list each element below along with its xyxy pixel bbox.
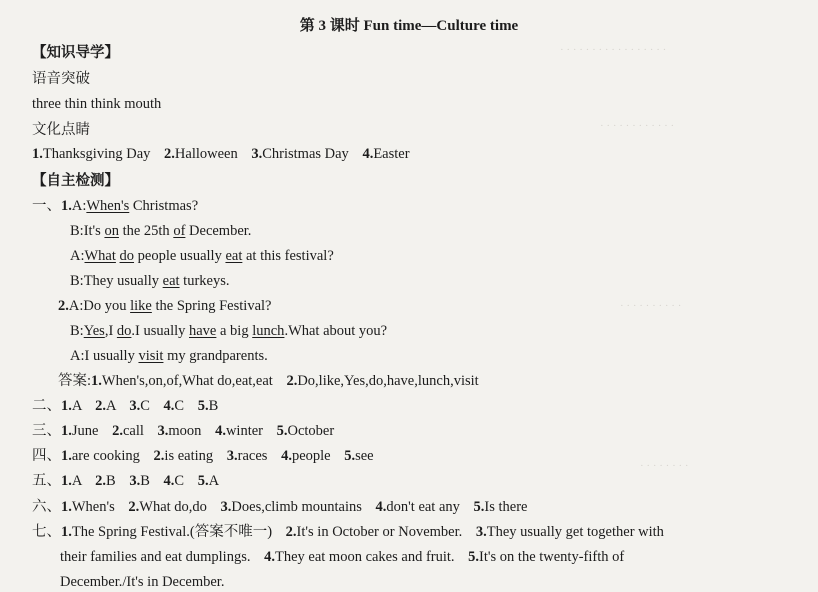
section-heading-check: 【自主检测】 [32,173,119,189]
s1-line-4: B:They usually eat turkeys. [70,273,230,289]
section-heading-guide: 【知识导学】 [32,45,119,61]
bleed-through-text: · · · · · · · · · · · · [600,120,675,132]
culture-items: 1.Thanksgiving Day 2.Halloween 3.Christmas Day 4.Easter [32,146,410,162]
bleed-through-text: · · · · · · · · [640,460,689,472]
page-title: 第 3 课时 Fun time—Culture time [299,18,519,34]
s6-answers: 六、1.When's 2.What do,do 3.Does,climb mountains 4.don't eat any 5.Is there [32,499,528,515]
s2-answers: 二、1.A 2.A 3.C 4.C 5.B [32,398,219,414]
s7-line-3: December./It's in December. [60,574,225,590]
culture-heading: 文化点睛 [32,122,90,138]
s7-line-1: 七、1.The Spring Festival.(答案不唯一) 2.It's in October or November. 3.They usually get together with [32,524,664,540]
s1-line-6: B:Yes,I do.I usually have a big lunch.What about you? [70,323,388,339]
phonics-heading: 语音突破 [32,71,90,87]
bleed-through-text: · · · · · · · · · · · · · · · · · [560,44,667,56]
s3-answers: 三、1.June 2.call 3.moon 4.winter 5.October [32,423,335,439]
phonics-words: three thin think mouth [32,96,162,112]
bleed-through-text: · · · · · · · · · · [620,300,682,312]
s1-line-1: 一、1.A:When's Christmas? [32,198,199,214]
s1-line-7: A:I usually visit my grandparents. [70,348,268,364]
s7-line-2: their families and eat dumplings. 4.They eat moon cakes and fruit. 5.It's on the twenty-fifth of [60,549,625,565]
s1-line-3: A:What do people usually eat at this festival? [70,248,334,264]
s5-answers: 五、1.A 2.B 3.B 4.C 5.A [32,473,220,489]
s1-answer: 答案:1.When's,on,of,What do,eat,eat 2.Do,like,Yes,do,have,lunch,visit [58,373,479,389]
s4-answers: 四、1.are cooking 2.is eating 3.races 4.people 5.see [32,448,374,464]
s1-line-5: 2.A:Do you like the Spring Festival? [58,298,272,314]
s1-line-2: B:It's on the 25th of December. [70,223,252,239]
